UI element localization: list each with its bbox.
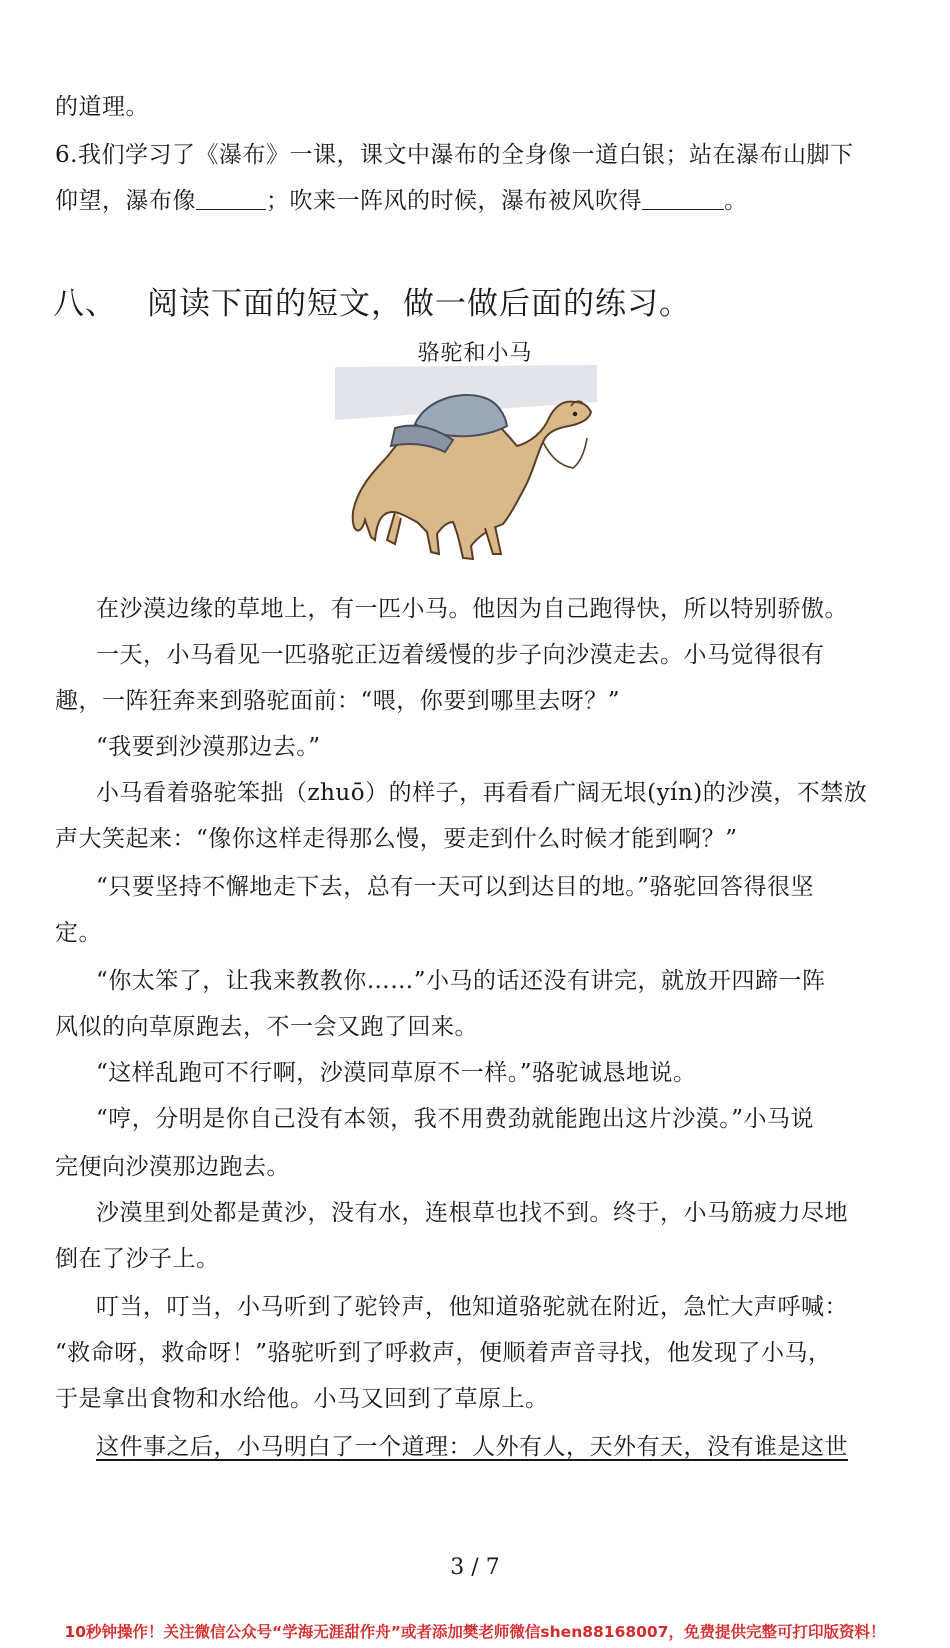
camel-illustration [335, 362, 600, 567]
section-8-heading [53, 278, 691, 323]
story-line-13: 完便向沙漠那边跑去。 [55, 1154, 290, 1180]
question-6-line-2 [55, 182, 748, 215]
story-line-7: “只要坚持不懈地走下去，总有一天可以到达目的地。”骆驼回答得很坚 [96, 874, 815, 900]
story-line-5: 小马看着骆驼笨拙（zhuō）的样子，再看看广阔无垠(yín)的沙漠，不禁放 [96, 780, 868, 806]
story-title: 骆驼和小马 [417, 341, 533, 366]
story-line-1: 在沙漠边缘的草地上，有一匹小马。他因为自己跑得快，所以特别骄傲。 [96, 596, 848, 622]
question-6-text-a: 仰望，瀑布像 [55, 188, 196, 214]
story-line-16: 叮当，叮当，小马听到了驼铃声，他知道骆驼就在附近，急忙大声呼喊： [96, 1294, 848, 1320]
story-line-10: 风似的向草原跑去，不一会又跑了回来。 [55, 1014, 478, 1040]
question-6-line-1: 6.我们学习了《瀑布》一课，课文中瀑布的全身像一道白银；站在瀑布山脚下 [55, 142, 854, 168]
question-6-text-c: 。 [724, 188, 748, 214]
story-line-18: 于是拿出食物和水给他。小马又回到了草原上。 [55, 1386, 549, 1412]
story-line-17: “救命呀，救命呀！”骆驼听到了呼救声，便顺着声音寻找，他发现了小马， [55, 1340, 832, 1366]
question-6-text-b: ；吹来一阵风的时候，瀑布被风吹得 [266, 188, 642, 214]
camel-eye [573, 412, 577, 416]
story-line-15: 倒在了沙子上。 [55, 1246, 220, 1272]
story-line-3: 趣，一阵狂奔来到骆驼面前：“喂，你要到哪里去呀？” [55, 688, 621, 714]
story-line-8: 定。 [55, 920, 102, 946]
story-line-12: “哼，分明是你自己没有本领，我不用费劲就能跑出这片沙漠。”小马说 [96, 1106, 815, 1132]
story-line-6: 声大笑起来：“像你这样走得那么慢，要走到什么时候才能到啊？” [55, 826, 738, 852]
previous-text-tail: 的道理。 [55, 94, 149, 120]
page-number: 3 / 7 [450, 1555, 500, 1580]
section-8-number: 八、 [53, 286, 117, 322]
story-line-4: “我要到沙漠那边去。” [96, 734, 321, 760]
story-line-19-underlined: 这件事之后，小马明白了一个道理：人外有人，天外有天，没有谁是这世 [96, 1434, 848, 1460]
story-line-11: “这样乱跑可不行啊，沙漠同草原不一样。”骆驼诚恳地说。 [96, 1060, 697, 1086]
camel-rein [543, 438, 587, 468]
story-line-14: 沙漠里到处都是黄沙，没有水，连根草也找不到。终于，小马筋疲力尽地 [96, 1200, 848, 1226]
answer-blank-2[interactable] [642, 189, 724, 210]
story-line-2: 一天，小马看见一匹骆驼正迈着缓慢的步子向沙漠走去。小马觉得很有 [96, 642, 825, 668]
promo-footer: 10秒钟操作！关注微信公众号“学海无涯甜作舟”或者添加樊老师微信shen88168007，免费提供完整可打印版资料！ [64, 1623, 886, 1641]
answer-blank-1[interactable] [196, 189, 266, 210]
story-line-9: “你太笨了，让我来教教你……”小马的话还没有讲完，就放开四蹄一阵 [96, 968, 826, 994]
section-8-instruction: 阅读下面的短文，做一做后面的练习。 [147, 286, 691, 322]
